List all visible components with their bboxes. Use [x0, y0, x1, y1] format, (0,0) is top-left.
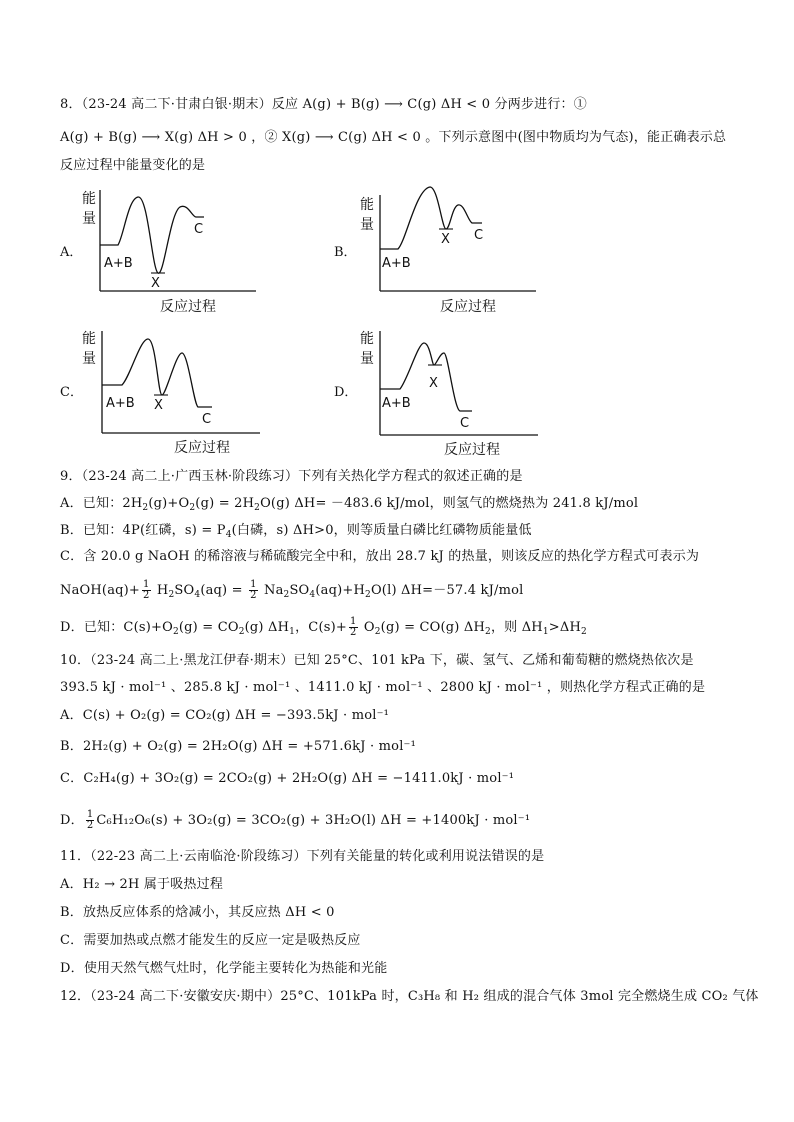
- label-c: C: [460, 416, 470, 431]
- axis-y-label-1: 能: [360, 331, 374, 347]
- fraction-half: $\frac{1}{2}$: [250, 579, 257, 601]
- q9-option-c-line1: C．含 20.0 g NaOH 的稀溶液与稀硫酸完全中和，放出 28.7 kJ 的热量，则该反应的热化学方程式可表示为: [60, 549, 700, 564]
- q10-option-b: B．2H₂(g) + O₂(g) = 2H₂O(g) ΔH = +571.6kJ · mol⁻¹: [60, 739, 417, 754]
- axis-x-label: 反应过程: [160, 299, 216, 315]
- label-x: X: [441, 232, 450, 247]
- label-c: C: [202, 412, 212, 427]
- axis-x-label: 反应过程: [174, 440, 230, 456]
- q8-option-d-label: D．: [334, 385, 358, 400]
- q9-option-a: A．已知：$2H_2(g)+O_2(g) = 2H_2O(g)$ ΔH= －483.6 kJ/mol，则氢气的燃烧热为 241.8 kJ/mol: [60, 496, 639, 513]
- q8-option-a-label: A．: [60, 245, 83, 260]
- axis-y-label-2: 量: [82, 211, 96, 227]
- q8-stem-line3: 反应过程中能量变化的是: [60, 158, 206, 173]
- q12-stem: 12．（23-24 高二下·安徽安庆·期中）25°C、101kPa 时，C₃H₈ 和 H₂ 组成的混合气体 3mol 完全燃烧生成 CO₂ 气体: [60, 989, 759, 1004]
- q8-option-c-label: C．: [60, 385, 83, 400]
- q10-stem: 10．（23-24 高二上·黑龙江伊春·期末）已知 25°C、101 kPa 下，碳、氢气、乙烯和葡萄糖的燃烧热依次是: [60, 653, 694, 668]
- energy-diagram-c: [78, 325, 268, 457]
- q8-stem-line1: 8．（23-24 高二下·甘肃白银·期末）反应 A(g) + B(g) ⟶ C(g) ΔH < 0 分两步进行：①: [60, 97, 587, 112]
- label-a-plus-b: A+B: [382, 396, 411, 411]
- axis-y-label-2: 量: [82, 351, 96, 367]
- q11-option-b: B．放热反应体系的焓减小，其反应热 ΔH < 0: [60, 905, 335, 920]
- axis-x-label: 反应过程: [440, 299, 496, 315]
- axis-y-label-2: 量: [360, 351, 374, 367]
- q10-stem-line2: 393.5 kJ · mol⁻¹ 、285.8 kJ · mol⁻¹ 、1411.0 kJ · mol⁻¹ 、2800 kJ · mol⁻¹ ，则热化学方程式正确的是: [60, 680, 706, 695]
- q8-option-b-label: B．: [334, 245, 357, 260]
- q10-option-d: D． $\frac{1}{2}$ C₆H₁₂O₆(s) + 3O₂(g) = 3CO₂(g) + 3H₂O(l) ΔH = +1400kJ · mol⁻¹: [60, 809, 531, 831]
- q10-option-a: A．C(s) + O₂(g) = CO₂(g) ΔH = −393.5kJ · mol⁻¹: [60, 708, 390, 723]
- q11-option-c: C．需要加热或点燃才能发生的反应一定是吸热反应: [60, 933, 361, 948]
- q11-stem: 11．（22-23 高二上·云南临沧·阶段练习）下列有关能量的转化或利用说法错误的是: [60, 849, 545, 864]
- label-a-plus-b: A+B: [106, 396, 135, 411]
- q9-option-b: B．已知：4P(红磷，$s) = P_4$(白磷，s) ΔH>0，则等质量白磷比红磷物质能量低: [60, 523, 532, 540]
- q10-option-c: C．C₂H₄(g) + 3O₂(g) = 2CO₂(g) + 2H₂O(g) ΔH = −1411.0kJ · mol⁻¹: [60, 771, 515, 786]
- label-c: C: [194, 222, 204, 237]
- label-x: X: [154, 398, 163, 413]
- axis-y-label-1: 能: [360, 197, 374, 213]
- label-x: X: [151, 276, 160, 291]
- q8-stem-line2: A(g) + B(g) ⟶ X(g) ΔH > 0 ，② X(g) ⟶ C(g) ΔH < 0 。下列示意图中(图中物质均为气态)，能正确表示总: [60, 130, 727, 145]
- axis-x-label: 反应过程: [444, 442, 500, 458]
- energy-diagram-b: [358, 185, 548, 317]
- label-a-plus-b: A+B: [104, 256, 133, 271]
- q11-option-d: D．使用天然气燃气灶时，化学能主要转化为热能和光能: [60, 961, 388, 976]
- axis-y-label-1: 能: [82, 191, 96, 207]
- q9-stem: 9．（23-24 高二上·广西玉林·阶段练习）下列有关热化学方程式的叙述正确的是: [60, 469, 523, 484]
- energy-diagram-d: [358, 325, 548, 457]
- q11-option-a: A．H₂ → 2H 属于吸热过程: [60, 877, 224, 892]
- fraction-half: $\frac{1}{2}$: [86, 809, 94, 831]
- fraction-half: $\frac{1}{2}$: [349, 616, 357, 638]
- label-x: X: [429, 376, 438, 391]
- q9-option-d: D．已知：$C(s)+O_2(g) = CO_2(g)$ $\Delta H_1$，C(s)+ $\frac{1}{2}$ $O_2(g) = CO(g)$ $\Delta H_2$，则 $\Delta H_1>\Delta H_2$: [60, 616, 587, 638]
- label-c: C: [474, 228, 484, 243]
- fraction-half: $\frac{1}{2}$: [143, 579, 150, 601]
- axis-y-label-1: 能: [82, 331, 96, 347]
- energy-diagram-a: [78, 185, 268, 317]
- axis-y-label-2: 量: [360, 217, 374, 233]
- energy-curve: [380, 187, 482, 249]
- label-a-plus-b: A+B: [382, 256, 411, 271]
- q9-option-c-equation: NaOH(aq)+ $\frac{1}{2}$ $H_2SO_4(aq)$ = $\frac{1}{2}$ $Na_2SO_4(aq)+H_2O(l)$ ΔH=－57.4 kJ/mol: [60, 579, 524, 601]
